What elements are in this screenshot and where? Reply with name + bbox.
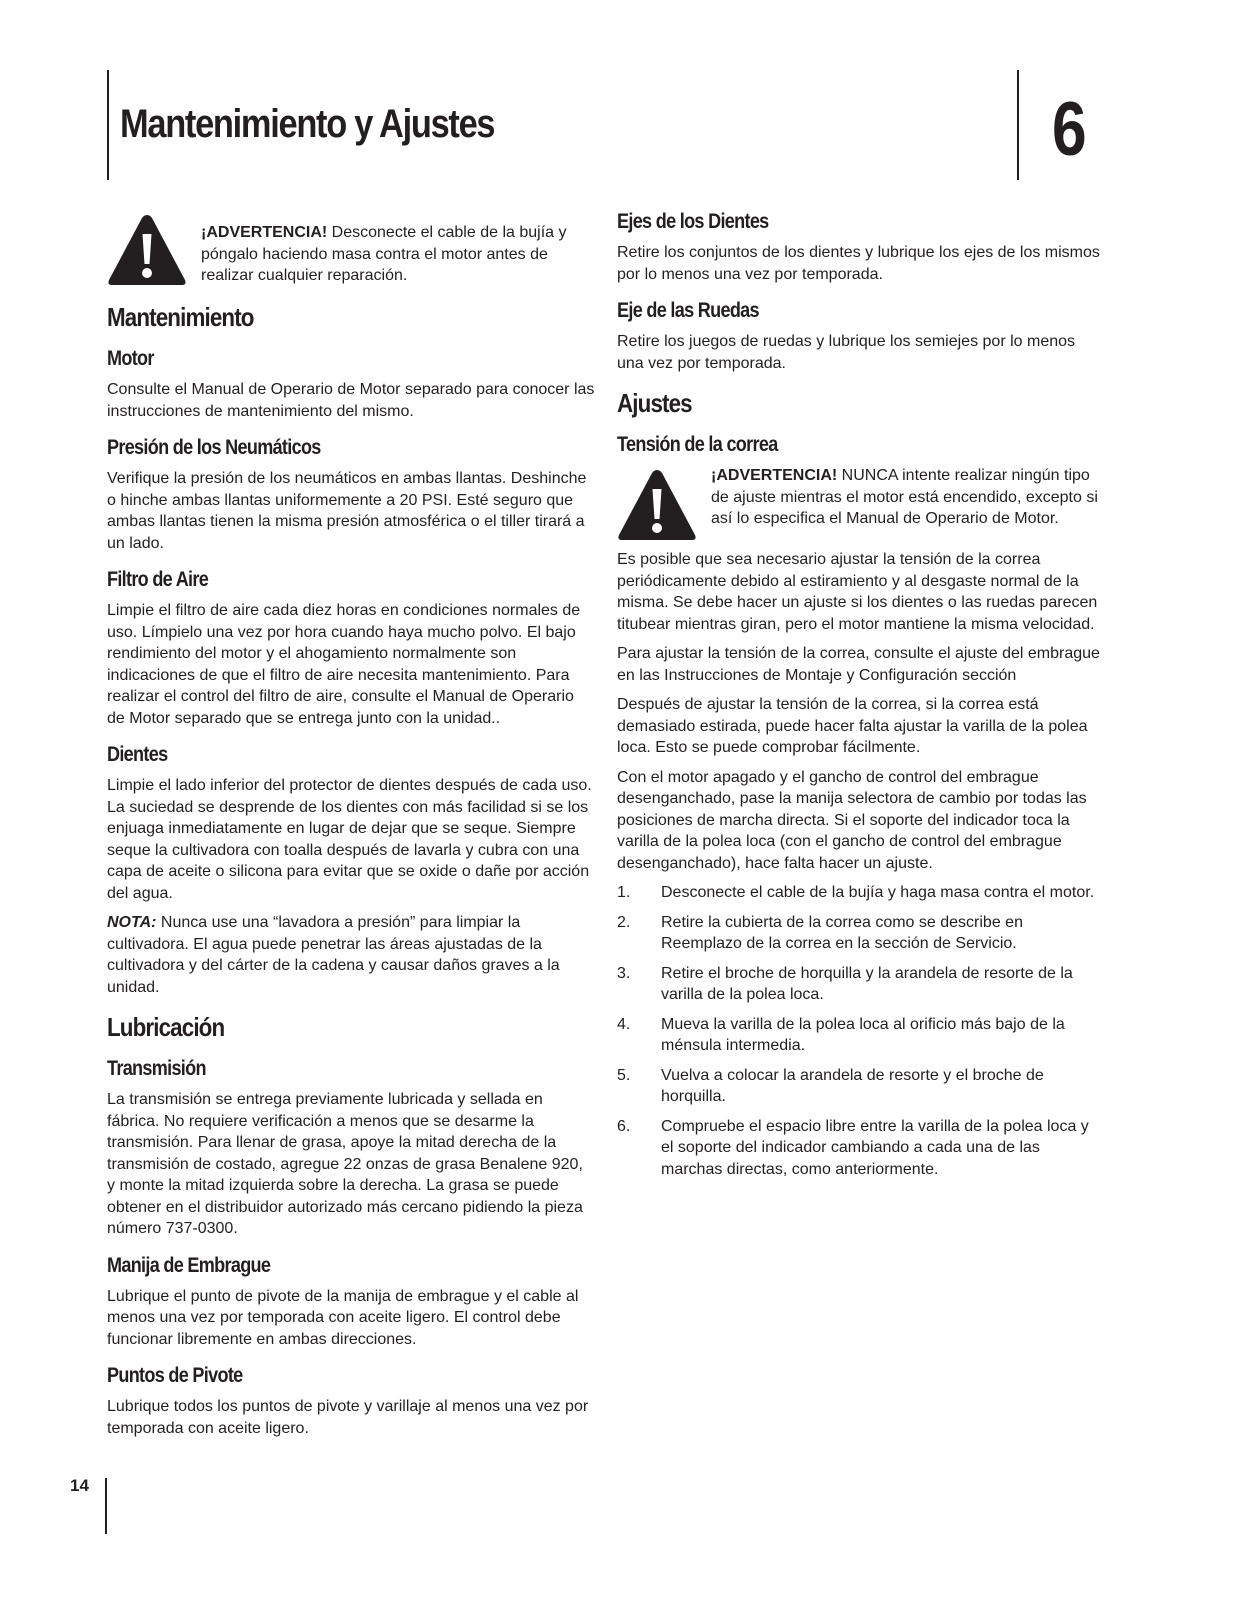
list-item: [617, 1116, 1105, 1181]
step-number: 2.: [617, 913, 631, 931]
adjustment-steps-list: [617, 882, 1105, 1180]
section-heading-ajustes: Ajustes: [617, 388, 692, 418]
chapter-number: 6: [1052, 87, 1087, 172]
step-number: 1.: [617, 884, 631, 901]
subheading-transmision: Transmisión: [107, 1057, 206, 1080]
list-item: [617, 912, 1105, 955]
chapter-title: Mantenimiento y Ajustes: [120, 102, 495, 146]
list-item: [617, 882, 1105, 904]
list-item: [617, 1014, 1105, 1057]
left-column: [107, 210, 595, 1447]
warning-box: [617, 465, 1105, 543]
step-text: Compruebe el espacio libre entre la varilla de la polea loca y el soporte del indicador cambiando a cada una de las marchas directas, como anteriormente.: [661, 1117, 1089, 1178]
step-number: 5.: [617, 1066, 631, 1084]
note-paragraph: [107, 912, 595, 998]
step-number: 6.: [617, 1117, 631, 1135]
subheading-eje-ruedas: Eje de las Ruedas: [617, 299, 759, 322]
list-item: [617, 963, 1105, 1006]
paragraph-tension-4: Con el motor apagado y el gancho de control del embrague desenganchado, pase la manija selectora de cambio por todas las posiciones de marcha directa. Si el soporte del indicador toca la varilla de la polea loca (con el gancho de control del embrague desenganchado), hace falta hacer un ajuste.: [617, 768, 1087, 872]
subheading-presion: Presión de los Neumáticos: [107, 436, 321, 459]
subheading-puntos: Puntos de Pivote: [107, 1364, 243, 1387]
page-number: 14: [70, 1476, 89, 1495]
subheading-ejes-dientes: Ejes de los Dientes: [617, 210, 769, 233]
step-number: 4.: [617, 1015, 631, 1033]
step-text: Mueva la varilla de la polea loca al orificio más bajo de la ménsula intermedia.: [661, 1015, 1065, 1054]
paragraph-transmision: La transmisión se entrega previamente lubricada y sellada en fábrica. No requiere verificación a menos que se desarme la transmisión. Para llenar de grasa, apoye la mitad derecha de la transmisión de costado, agregue 22 onzas de grasa Benalene 920, y monte la mitad izquierda sobre la derecha. La grasa se puede obtener en el distribuidor autorizado más cercano pidiendo la pieza número 737-0300.: [107, 1091, 583, 1237]
warning-message: NUNCA intente realizar ningún tipo de ajuste mientras el motor está encendido, excepto si así lo especifica el Manual de Operario de Motor.: [711, 467, 1098, 527]
paragraph-filtro: Limpie el filtro de aire cada diez horas en condiciones normales de uso. Límpielo una vez por hora cuando haya mucho polvo. El bajo rendimiento del motor y el ahogamiento normalmente son indicaciones de que el filtro de aire necesita mantenimiento. Para realizar el control del filtro de aire, consulte el Manual de Operario de Motor separado que se entrega junto con la unidad..: [107, 602, 581, 727]
paragraph-ejes-dientes: Retire los conjuntos de los dientes y lubrique los ejes de los mismos por lo menos una vez por temporada.: [617, 244, 1100, 283]
right-column: [617, 210, 1105, 1188]
paragraph-tension-3: Después de ajustar la tensión de la correa, si la correa está demasiado estirada, puede hacer falta ajustar la varilla de la polea loca. Esto se puede comprobar fácilmente.: [617, 696, 1088, 756]
warning-label: ¡ADVERTENCIA!: [201, 224, 328, 241]
paragraph-puntos: Lubrique todos los puntos de pivote y varillaje al menos una vez por temporada con aceite ligero.: [107, 1398, 589, 1437]
step-text: Desconecte el cable de la bujía y haga masa contra el motor.: [661, 884, 1095, 901]
step-text: Vuelva a colocar la arandela de resorte y el broche de horquilla.: [661, 1066, 1044, 1105]
warning-triangle-icon: [617, 467, 697, 543]
warning-triangle-icon: [107, 212, 187, 288]
header-divider-left: [107, 70, 109, 180]
paragraph-eje-ruedas: Retire los juegos de ruedas y lubrique los semiejes por lo menos una vez por temporada.: [617, 333, 1076, 372]
header-divider-right: [1017, 70, 1019, 180]
warning-label: ¡ADVERTENCIA!: [711, 467, 838, 484]
subheading-dientes: Dientes: [107, 743, 168, 766]
warning-message: Desconecte el cable de la bujía y póngalo haciendo masa contra el motor antes de realizar cualquier reparación.: [201, 224, 567, 284]
note-label: NOTA:: [107, 914, 157, 931]
warning-box: [107, 210, 595, 288]
subheading-tension: Tensión de la correa: [617, 433, 778, 456]
subheading-filtro: Filtro de Aire: [107, 568, 209, 591]
subheading-manija: Manija de Embrague: [107, 1253, 271, 1277]
paragraph-presion: Verifique la presión de los neumáticos en ambas llantas. Deshinche o hinche ambas llantas uniformemente a 20 PSI. Esté seguro que ambas llantas tienen la misma presión atmosférica o el tiller tirará a un lado.: [107, 470, 587, 552]
step-text: Retire el broche de horquilla y la arandela de resorte de la varilla de la polea loca.: [661, 964, 1073, 1003]
footer-divider: [105, 1478, 107, 1534]
subheading-motor: Motor: [107, 347, 154, 370]
paragraph-manija: Lubrique el punto de pivote de la manija de embrague y el cable al menos una vez por temporada con aceite ligero. El control debe funcionar libremente en ambas direcciones.: [107, 1287, 579, 1348]
paragraph-dientes: Limpie el lado inferior del protector de dientes después de cada uso. La suciedad se desprende de los dientes con más facilidad si se los enjuaga inmediatamente en lugar de dejar que se seque. Siempre seque la cultivadora con toalla después de lavarla y cubra con una capa de aceite o silicona para evitar que se oxide o dañe por acción del agua.: [107, 777, 592, 902]
paragraph-tension-1: Es posible que sea necesario ajustar la tensión de la correa periódicamente debido al estiramiento y al desgaste normal de la misma. Se debe hacer un ajuste si los dientes o las ruedas parecen titubear mientras giran, pero el motor mantiene la misma velocidad.: [617, 551, 1098, 633]
step-number: 3.: [617, 964, 631, 982]
section-heading-mantenimiento: Mantenimiento: [107, 302, 254, 332]
warning-text: [711, 465, 1105, 530]
note-text: Nunca use una “lavadora a presión” para limpiar la cultivadora. El agua puede penetrar las áreas ajustadas de la cultivadora y del cárter de la cadena y causar daños graves a la unidad.: [107, 914, 560, 996]
list-item: [617, 1065, 1105, 1108]
step-text: Retire la cubierta de la correa como se describe en Reemplazo de la correa en la sección de Servicio.: [661, 913, 1023, 952]
paragraph-motor: Consulte el Manual de Operario de Motor separado para conocer las instrucciones de mantenimiento del mismo.: [107, 381, 595, 420]
warning-text: [201, 210, 595, 287]
paragraph-tension-2: Para ajustar la tensión de la correa, consulte el ajuste del embrague en las Instrucciones de Montaje y Configuración sección: [617, 645, 1100, 684]
section-heading-lubricacion: Lubricación: [107, 1012, 225, 1042]
